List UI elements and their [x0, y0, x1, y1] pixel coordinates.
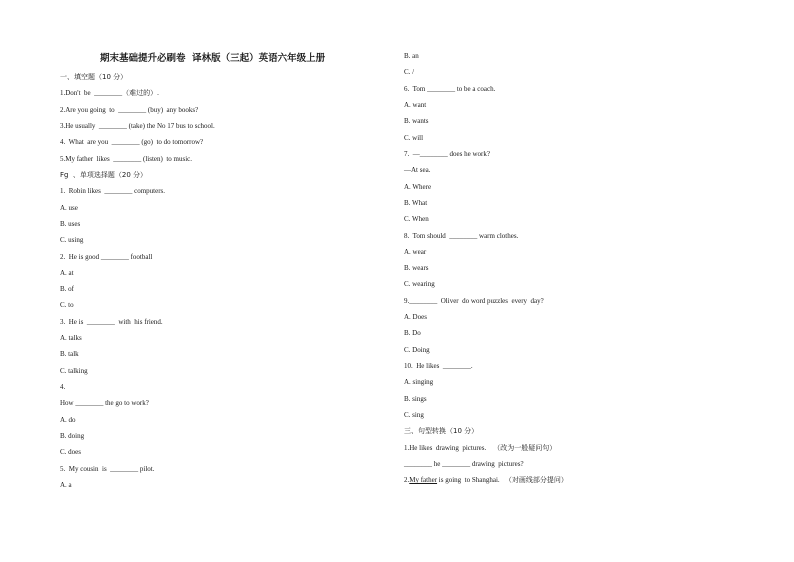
text-line: C. sing	[404, 411, 424, 420]
text-line: C. does	[60, 448, 81, 457]
page-title: 期末基础提升必刷卷 译林版（三起）英语六年级上册	[100, 53, 326, 64]
text-line: A. Where	[404, 182, 432, 191]
text-line: 一、填空题（10 分）	[60, 73, 128, 81]
text-line: B. an	[404, 52, 419, 60]
text-line: 10. He likes ________.	[404, 362, 473, 371]
text-line: 2. He is good ________ football	[60, 252, 153, 261]
rewrite-question-2	[404, 476, 568, 485]
question-number: 2.	[404, 476, 410, 485]
text-line: B. What	[404, 198, 428, 207]
text-line: 7. —________ does he work?	[404, 149, 490, 158]
text-line: 1. Robin likes ________ computers.	[60, 187, 165, 196]
text-line: 1.Don't be ________（难过的）.	[60, 89, 159, 98]
text-line: A. singing	[404, 378, 434, 387]
text-line: 3. He is ________ with his friend.	[60, 317, 163, 326]
text-line: C. When	[404, 215, 429, 224]
text-line: C. Doing	[404, 345, 430, 354]
text-line: B. wants	[404, 117, 429, 126]
text-line: B. doing	[60, 432, 85, 441]
text-line: C. will	[404, 133, 424, 142]
question-text: is going to Shanghai. （对画线部分提问）	[437, 476, 568, 485]
text-line: C. using	[60, 236, 84, 245]
text-line: C. talking	[60, 366, 88, 375]
text-line: A. Does	[404, 313, 427, 322]
text-line: B. Do	[404, 329, 421, 338]
text-line: Fg 、单项选择题（20 分）	[60, 170, 148, 179]
text-line: B. sings	[404, 394, 427, 403]
text-line: 1.He likes drawing pictures. （改为一般疑问句）	[404, 443, 557, 452]
text-line: A. a	[60, 481, 72, 489]
text-line: 4.	[60, 383, 66, 392]
text-line: B. uses	[60, 219, 81, 228]
text-line: B. talk	[60, 350, 79, 359]
text-line: 三、句型转换（10 分）	[404, 427, 479, 436]
text-line: B. of	[60, 285, 74, 294]
text-line: C. /	[404, 68, 415, 77]
text-line: 2.Are you going to ________ (buy) any books?	[60, 105, 199, 114]
text-line: —At sea.	[404, 166, 431, 175]
text-line: 6. Tom ________ to be a coach.	[404, 84, 496, 93]
text-line: A. use	[60, 203, 78, 212]
text-line: 9.________ Oliver do word puzzles every day?	[404, 296, 544, 305]
text-line: ________ he ________ drawing pictures?	[404, 460, 524, 468]
text-line: A. wear	[404, 247, 427, 256]
text-line: 5.My father likes ________ (listen) to music.	[60, 154, 193, 163]
text-line: A. talks	[60, 334, 82, 343]
underlined-phrase: My father	[409, 476, 438, 485]
text-line: A. at	[60, 268, 74, 277]
text-line: C. to	[60, 301, 74, 310]
text-line: C. wearing	[404, 280, 435, 289]
text-line: B. wears	[404, 264, 429, 273]
text-line: 8. Tom should ________ warm clothes.	[404, 231, 519, 240]
text-line: A. do	[60, 415, 76, 424]
text-line: How ________ the go to work?	[60, 399, 149, 408]
text-line: 5. My cousin is ________ pilot.	[60, 464, 155, 473]
text-line: A. want	[404, 100, 427, 109]
text-line: 4. What are you ________ (go) to do tomorrow?	[60, 138, 204, 147]
text-line: 3.He usually ________ (take) the No 17 bus to school.	[60, 121, 215, 130]
